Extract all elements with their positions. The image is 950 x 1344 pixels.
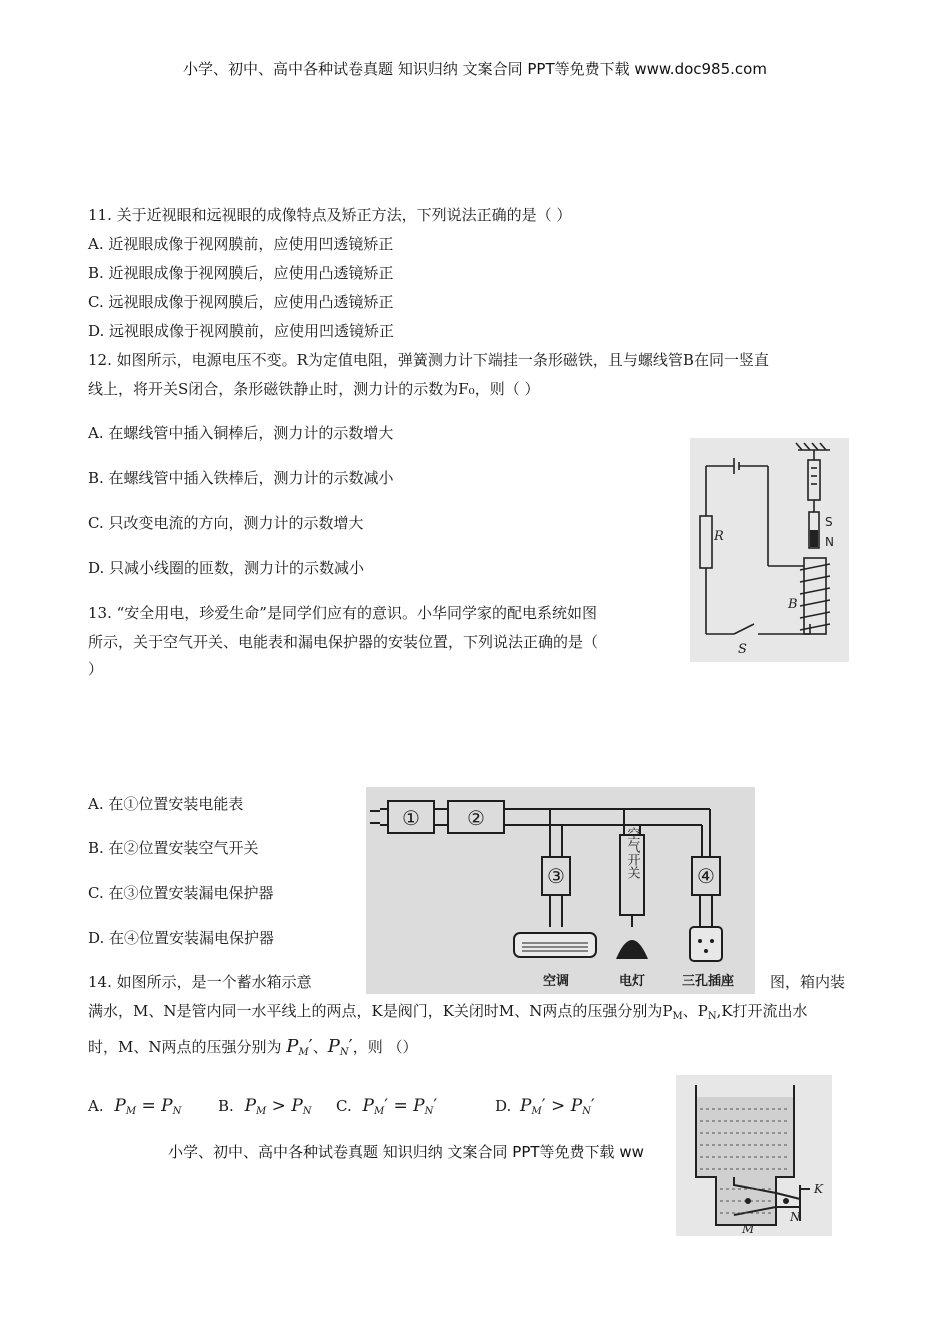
q14-option-c: C. $P_M' = P_N'$ — [336, 1096, 438, 1117]
label-b: B — [788, 597, 798, 612]
position-2-label: ② — [467, 806, 485, 830]
label-n: N — [790, 1210, 801, 1224]
q13-wiring-diagram — [366, 787, 755, 994]
q11-option-b: B. 近视眼成像于视网膜后，应使用凸透镜矫正 — [88, 264, 394, 282]
label-s: S — [738, 642, 747, 657]
q14-tank-diagram — [676, 1075, 832, 1236]
q13-option-d: D. 在④位置安装漏电保护器 — [88, 929, 275, 947]
page-footer: 小学、初中、高中各种试卷真题 知识归纳 文案合同 PPT等免费下载 ww — [168, 1143, 644, 1161]
q14-option-d: D. $P_M' > P_N'$ — [495, 1096, 595, 1117]
socket-label: 三孔插座 — [681, 974, 735, 989]
q13-option-c: C. 在③位置安装漏电保护器 — [88, 884, 274, 902]
page-header: 小学、初中、高中各种试卷真题 知识归纳 文案合同 PPT等免费下载 www.doc985.com — [183, 60, 767, 78]
q13-stem-line2: 所示，关于空气开关、电能表和漏电保护器的安装位置，下列说法正确的是（ — [88, 633, 599, 651]
q14-option-a: A. $P_M = P_N$ — [88, 1096, 182, 1117]
q11-option-d: D. 远视眼成像于视网膜前，应使用凹透镜矫正 — [88, 322, 395, 340]
q14-stem-line1a: 14. 如图所示，是一个蓄水箱示意 — [88, 973, 312, 991]
q14-option-b: B. $P_M > P_N$ — [218, 1096, 312, 1117]
q11-option-a: A. 近视眼成像于视网膜前，应使用凹透镜矫正 — [88, 235, 394, 253]
lamp-label: 电灯 — [618, 974, 646, 989]
q13-stem-line3: ） — [88, 660, 104, 678]
q13-wiring-figure — [366, 787, 755, 994]
q14-stem-line1b: 图，箱内装 — [770, 973, 846, 991]
q12-option-c: C. 只改变电流的方向，测力计的示数增大 — [88, 514, 364, 532]
q13-stem-line1: 13. “安全用电，珍爱生命”是同学们应有的意识。小华同学家的配电系统如图 — [88, 604, 597, 622]
air-switch-label: 空气开关 — [624, 827, 640, 879]
q14-stem-line2: 满水，M、N是管内同一水平线上的两点，K是阀门，K关闭时M、N两点的压强分别为$P_M$、$P_N,K$打开流出水 — [88, 1002, 808, 1022]
q12-option-a: A. 在螺线管中插入铜棒后，测力计的示数增大 — [88, 424, 394, 442]
label-r: R — [714, 529, 724, 544]
q13-option-a: A. 在①位置安装电能表 — [88, 795, 244, 813]
position-4-label: ④ — [697, 864, 715, 888]
q12-stem-line2: 线上，将开关S闭合，条形磁铁静止时，测力计的示数为F₀，则（ ） — [88, 380, 540, 398]
q12-stem-line1: 12. 如图所示，电源电压不变。R为定值电阻，弹簧测力计下端挂一条形磁铁，且与螺线管B在同一竖直 — [88, 351, 769, 369]
q11-option-c: C. 远视眼成像于视网膜后，应使用凸透镜矫正 — [88, 293, 394, 311]
label-k: K — [814, 1182, 823, 1196]
label-n-pole: N — [825, 535, 834, 549]
ac-label: 空调 — [542, 974, 570, 989]
q13-option-b: B. 在②位置安装空气开关 — [88, 839, 259, 857]
q11-stem: 11. 关于近视眼和远视眼的成像特点及矫正方法，下列说法正确的是（ ） — [88, 206, 572, 224]
q14-tank-figure — [676, 1075, 832, 1236]
position-1-label: ① — [402, 806, 420, 830]
q14-stem-line3: 时，M、N两点的压强分别为 $P_M'$、$P_N'$，则 （） — [88, 1036, 418, 1058]
q12-circuit-figure — [690, 438, 849, 662]
q12-option-d: D. 只减小线圈的匝数，测力计的示数减小 — [88, 559, 365, 577]
position-3-label: ③ — [547, 864, 565, 888]
label-s-pole: S — [825, 515, 833, 529]
q12-option-b: B. 在螺线管中插入铁棒后，测力计的示数减小 — [88, 469, 394, 487]
label-m: M — [742, 1222, 755, 1236]
q12-circuit-diagram — [690, 438, 849, 662]
